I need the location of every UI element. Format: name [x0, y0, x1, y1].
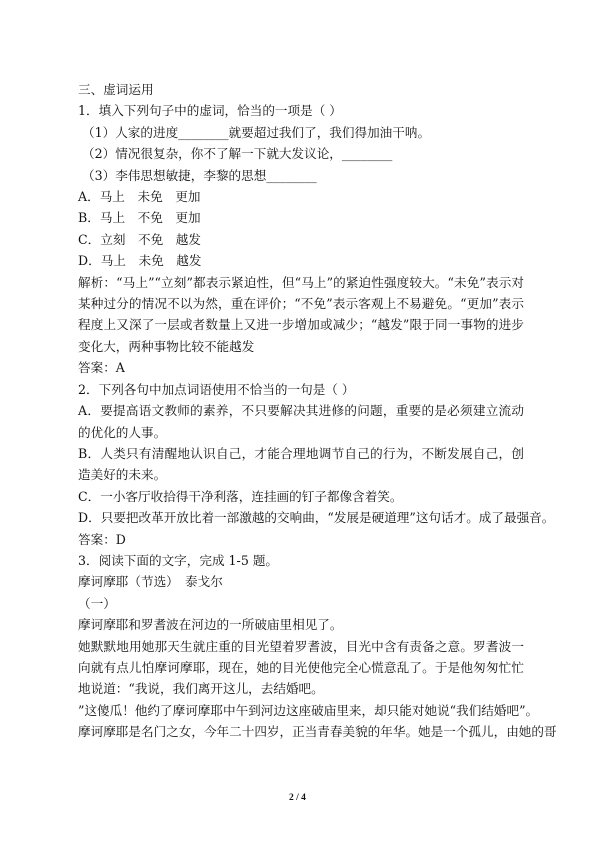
passage-title: 摩诃摩耶（节选） 泰戈尔 [78, 574, 223, 590]
question-1-sentence-2: （2）情况很复杂，你不了解一下就大发议论，________ [82, 146, 393, 162]
passage-paragraph-2: 她默默地用她那天生就庄重的目光望着罗耆波，目光中含有责备之意。罗耆波一向就有点儿怕摩诃摩耶，现在，她的目光使他完全心慌意乱了。于是他匆匆忙忙地说道：“我说，我们离开这儿，去结婚吧。 [78, 638, 524, 697]
question-1-option-a: A．马上 未免 更加 [78, 189, 201, 205]
passage-paragraph-1: 摩诃摩耶和罗耆波在河边的一所破庙里相见了。 [78, 617, 343, 633]
question-2-option-c: C．一小客厅收拾得干净利落，连挂画的钉子都像含着笑。 [78, 488, 403, 504]
question-2-option-d: D．只要把改革开放比着一部激越的交响曲，“发展是硬道理”这句话才。成了最强音。 [78, 510, 555, 526]
question-1-option-c: C．立刻 不免 越发 [78, 231, 201, 247]
question-2-answer: 答案：D [78, 531, 126, 547]
question-1-sentence-1: （1）人家的进度________就要超过我们了，我们得加油干呐。 [82, 124, 431, 140]
question-1-sentence-3: （3）李伟思想敏捷，李黎的思想________ [82, 167, 317, 183]
question-2-option-b: B．人类只有清醒地认识自己，才能合理地调节自己的行为，不断发展自己，创造美好的未来。 [78, 445, 524, 483]
question-1-answer: 答案：A [78, 360, 125, 376]
question-2-stem: 2．下列各句中加点词语使用不恰当的一句是（ ） [78, 381, 355, 397]
page-number: 2 / 4 [289, 793, 306, 803]
question-1-option-b: B．马上 不免 更加 [78, 210, 201, 226]
question-3-stem: 3．阅读下面的文字，完成 1-5 题。 [78, 552, 279, 568]
passage-paragraph-3: ”这傻瓜！他约了摩诃摩耶中午到河边这座破庙里来，却只能对她说“我们结婚吧”。 [78, 702, 539, 718]
question-1-analysis: 解析：“马上”“立刻”都表示紧迫性，但“马上”的紧迫性强度较大。“未免”表示对某种过分的情况不以为然，重在评价；“不免”表示客观上不易避免。“更加”表示程度上又深了一层或者数量上又进一步增加或减少；“越发”限于同一事物的进步变化大，两种事物比较不能越发 [78, 274, 524, 354]
passage-paragraph-4: 摩诃摩耶是名门之女，今年二十四岁，正当青春美貌的年华。她是一个孤儿，由她的哥 [78, 724, 557, 740]
question-2-option-a: A．要提高语文教师的素养，不只要解决其进修的问题，重要的是必须建立流动的优化的人事。 [78, 403, 524, 440]
question-1-stem: 1．填入下列句子中的虚词，恰当的一项是（ ） [78, 103, 342, 119]
section-title: 三、虚词运用 [78, 82, 154, 97]
question-1-option-d: D．马上 未免 越发 [78, 253, 202, 269]
page-content [78, 79, 557, 743]
passage-part-label: （一） [78, 595, 116, 611]
